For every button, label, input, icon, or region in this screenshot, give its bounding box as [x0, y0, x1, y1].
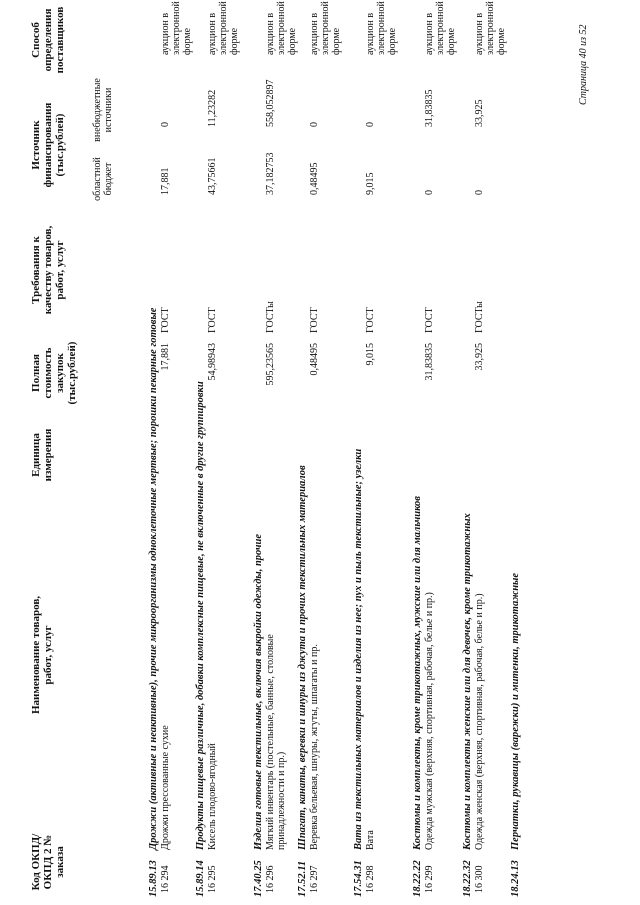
extra-budget: 31,83835	[424, 89, 435, 127]
quality-requirement: ГОСТы	[265, 301, 276, 333]
full-cost: 0,48495	[309, 343, 320, 376]
quality-requirement: ГОСТ	[309, 307, 320, 333]
extra-budget: 0	[365, 122, 376, 127]
order-number: 16 299	[424, 865, 435, 893]
group-title: Костюмы и комплекты женские или для девочек, кроме трикотажных	[462, 513, 473, 850]
item-name: Веревка бельевая, шнуры, жгуты, шпагаты и пр.	[309, 644, 320, 850]
item-name: Дрожжи прессованные сухие	[160, 725, 171, 850]
procurement-method: аукцион в электронной форме	[474, 1, 507, 55]
extra-budget: 0	[309, 122, 320, 127]
order-number: 16 294	[160, 865, 171, 893]
group-title: Перчатки, рукавицы (варежки) и митенки, трикотажные	[510, 573, 521, 850]
quality-requirement: ГОСТ	[424, 307, 435, 333]
header-requirements: Требования к качеству товаров, работ, услуг	[30, 225, 66, 315]
group-title: Костюмы и комплекты, кроме трикотажных, мужские или для мальчиков	[412, 496, 423, 850]
group-title: Изделия готовые текстильные, включая выкройки одежды, прочие	[253, 533, 264, 850]
procurement-method: аукцион в электронной форме	[160, 1, 193, 55]
procurement-method: аукцион в электронной форме	[265, 1, 298, 55]
procurement-method: аукцион в электронной форме	[424, 1, 457, 55]
group-title: Дрожжи (активные и неактивные), прочие микроорганизмы одноклеточные мертвые; порошки пекарные готовые	[148, 307, 159, 850]
group-title: Вата из текстильных материалов и изделия из нее; пух и пыль текстильные; узелки	[353, 448, 364, 850]
order-number: 16 296	[265, 865, 276, 893]
quality-requirement: ГОСТ	[207, 307, 218, 333]
regional-budget: 0,48495	[309, 162, 320, 195]
group-code: 15.89.13	[148, 860, 159, 897]
group-code: 15.89.14	[195, 860, 206, 897]
item-name: Кисель плодово-ягодный	[207, 743, 218, 850]
full-cost: 9,015	[365, 343, 376, 366]
header-code: Код ОКПД/ ОКПД 2 № заказа	[30, 833, 66, 891]
header-fin-regional: областной бюджет	[92, 157, 114, 201]
regional-budget: 9,015	[365, 172, 376, 195]
procurement-method: аукцион в электронной форме	[207, 1, 240, 55]
group-title: Продукты пищевые различные, добавки комплексные пищевые, не включенные в другие группировки	[195, 381, 206, 850]
group-code: 18.24.13	[510, 860, 521, 897]
order-number: 16 300	[474, 865, 485, 893]
regional-budget: 0	[424, 190, 435, 195]
header-unit: Единица измерения	[30, 428, 54, 482]
quality-requirement: ГОСТ	[365, 307, 376, 333]
page-number: Страница 40 из 52	[578, 24, 589, 105]
procurement-method: аукцион в электронной форме	[309, 1, 342, 55]
regional-budget: 43,75661	[207, 157, 218, 195]
extra-budget: 11,23282	[207, 89, 218, 127]
regional-budget: 0	[474, 190, 485, 195]
extra-budget: 558,052897	[265, 79, 276, 127]
item-name: Мягкий инвентарь (постельные, банные, столовые принадлежности и пр.)	[265, 634, 287, 850]
group-code: 18.22.32	[462, 860, 473, 897]
group-title: Шпагат, канаты, веревки и шнуры из джута и прочих текстильных материалов	[297, 465, 308, 850]
group-code: 18.22.22	[412, 860, 423, 897]
full-cost: 33,925	[474, 343, 485, 371]
item-name: Вата	[365, 830, 376, 850]
extra-budget: 33,925	[474, 99, 485, 127]
item-name: Одежда мужская (верхняя, спортивная, рабочая, белье и пр.)	[424, 592, 435, 850]
full-cost: 595,23565	[265, 343, 276, 386]
quality-requirement: ГОСТ	[160, 307, 171, 333]
full-cost: 17,881	[160, 343, 171, 371]
order-number: 16 297	[309, 865, 320, 893]
extra-budget: 0	[160, 122, 171, 127]
header-cost: Полная стоимость закупок (тыс.рублей)	[30, 341, 78, 405]
header-financing: Источник финансирования (тыс.рублей)	[30, 102, 66, 188]
quality-requirement: ГОСТы	[474, 301, 485, 333]
order-number: 16 295	[207, 865, 218, 893]
header-method: Способ определения поставщиков	[30, 6, 66, 74]
header-name: Наименование товаров, работ, услуг	[30, 595, 54, 715]
group-code: 17.52.11	[297, 860, 308, 897]
group-code: 17.40.25	[253, 860, 264, 897]
procurement-method: аукцион в электронной форме	[365, 1, 398, 55]
regional-budget: 37,182753	[265, 152, 276, 195]
header-fin-extra: внебюджетные источники	[92, 78, 114, 142]
item-name: Одежда женская (верхняя, спортивная, рабочая, белье и пр.)	[474, 593, 485, 850]
regional-budget: 17,881	[160, 167, 171, 195]
full-cost: 31,83835	[424, 343, 435, 381]
order-number: 16 298	[365, 865, 376, 893]
group-code: 17.54.31	[353, 860, 364, 897]
full-cost: 54,98943	[207, 343, 218, 381]
